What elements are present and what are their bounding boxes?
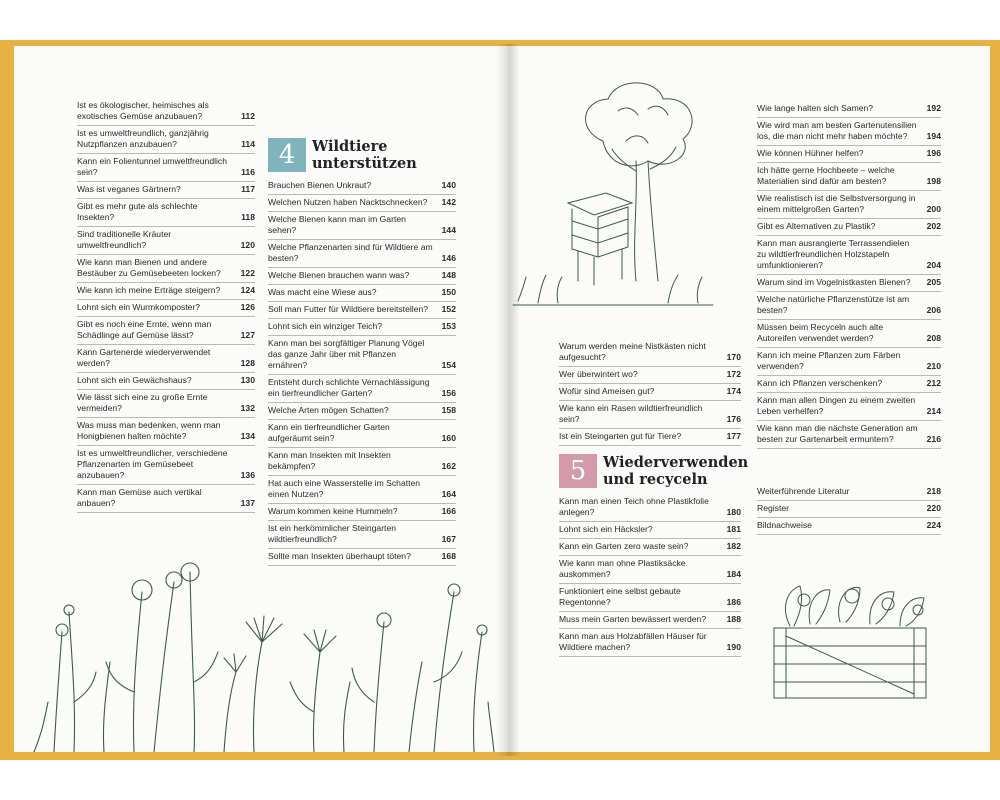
toc-entry: [559, 384, 741, 401]
toc-entry-page: 181: [726, 524, 741, 534]
toc-entry-title: Wie kann ein Rasen wildtierfreundlich sein?: [559, 403, 703, 424]
toc-entry: [268, 285, 456, 302]
toc-entry-page: 118: [241, 212, 255, 222]
toc-entry-title: Ist es ökologischer, heimisches als exotisches Gemüse anzubauen?: [77, 100, 209, 121]
toc-entry-page: 114: [241, 139, 255, 149]
toc-entry-title: Wie kann man die nächste Generation am besten zur Gartenarbeit ermuntern?: [757, 423, 918, 444]
toc-entry-title: Wie kann man ohne Plastiksäcke auskommen?: [559, 558, 686, 579]
toc-entry-title: Welche Bienen kann man im Garten sehen?: [268, 214, 406, 235]
toc-entry: [268, 302, 456, 319]
toc-entry: [757, 501, 941, 518]
toc-entry-page: 198: [926, 176, 941, 186]
toc-entry-page: 154: [441, 360, 456, 370]
toc-entry: [559, 367, 741, 384]
toc-right-column-2: [757, 101, 941, 449]
chapter-4-list: [268, 178, 456, 566]
toc-entry-title: Kann ein tierfreundlicher Garten aufgeräumt sein?: [268, 422, 390, 443]
tree-beehive-illustration: [508, 71, 718, 311]
toc-entry: [757, 219, 941, 236]
toc-entry-page: 158: [441, 405, 456, 415]
toc-entry-page: 188: [726, 614, 741, 624]
chapter-4-title: Wildtiere unterstützen: [312, 138, 417, 172]
toc-entry-title: Gibt es Alternativen zu Plastik?: [757, 221, 876, 231]
toc-entry: [77, 255, 255, 283]
toc-entry-page: 152: [441, 304, 456, 314]
toc-entry-page: 130: [240, 375, 255, 385]
toc-entry: [757, 275, 941, 292]
book-spine: [496, 44, 520, 756]
toc-entry-title: Ich hätte gerne Hochbeete – welche Materialien sind dafür am besten?: [757, 165, 895, 186]
toc-entry-page: 148: [441, 270, 456, 280]
chapter-5-number: 5: [559, 454, 597, 488]
toc-entry-title: Warum werden meine Nistkästen nicht aufgesucht?: [559, 341, 706, 362]
toc-entry-page: 142: [441, 197, 456, 207]
toc-entry-page: 177: [726, 431, 741, 441]
toc-entry: [757, 518, 941, 535]
toc-entry-page: 220: [926, 503, 941, 513]
toc-entry: [77, 317, 255, 345]
toc-entry-title: Welche natürliche Pflanzenstütze ist am besten?: [757, 294, 910, 315]
toc-entry: [77, 227, 255, 255]
toc-entry-title: Müssen beim Recyceln auch alte Autoreifen verwendet werden?: [757, 322, 884, 343]
toc-entry-title: Gibt es noch eine Ernte, wenn man Schädlinge auf Gemüse lässt?: [77, 319, 212, 340]
toc-entry: [268, 240, 456, 268]
toc-entry: [559, 612, 741, 629]
wildflower-illustration: [14, 552, 508, 752]
toc-entry-page: 200: [926, 204, 941, 214]
toc-entry-title: Wer überwintert wo?: [559, 369, 638, 379]
toc-entry: [268, 212, 456, 240]
toc-entry: [77, 126, 255, 154]
toc-entry-page: 204: [926, 260, 941, 270]
toc-entry-title: Lohnt sich ein winziger Teich?: [268, 321, 383, 331]
toc-entry-page: 205: [926, 277, 941, 287]
toc-entry: [77, 345, 255, 373]
toc-entry-title: Wie lässt sich eine zu große Ernte vermeiden?: [77, 392, 208, 413]
toc-entry-page: 120: [240, 240, 255, 250]
toc-entry-page: 166: [441, 506, 456, 516]
toc-entry-title: Hat auch eine Wasserstelle im Schatten einen Nutzen?: [268, 478, 421, 499]
chapter-4-heading: [268, 138, 456, 172]
toc-left-column: [77, 98, 255, 513]
toc-entry-page: 116: [241, 167, 255, 177]
toc-entry: [757, 348, 941, 376]
toc-entry-title: Wie kann ich meine Erträge steigern?: [77, 285, 221, 295]
toc-entry-title: Wie lange halten sich Samen?: [757, 103, 874, 113]
toc-entry-title: Bildnachweise: [757, 520, 812, 530]
toc-entry-page: 128: [240, 358, 255, 368]
toc-entry-title: Kann ich meine Pflanzen zum Färben verwenden?: [757, 350, 901, 371]
toc-entry-title: Kann Gartenerde wiederverwendet werden?: [77, 347, 211, 368]
chapter-5-heading: [559, 454, 749, 488]
toc-entry-title: Kann man Insekten mit Insekten bekämpfen?: [268, 450, 391, 471]
toc-entry-page: 134: [240, 431, 255, 441]
toc-entry: [757, 376, 941, 393]
chapter-4-section: [268, 138, 456, 566]
toc-entry-title: Lohnt sich ein Gewächshaus?: [77, 375, 192, 385]
toc-entry-title: Was muss man bedenken, wenn man Honigbienen halten möchte?: [77, 420, 221, 441]
toc-entry-page: 214: [926, 406, 941, 416]
toc-entry-page: 190: [726, 642, 741, 652]
chapter-5-title: Wiederverwenden und recyceln: [603, 454, 749, 488]
left-page: [14, 46, 508, 752]
toc-entry: [77, 182, 255, 199]
toc-entry-page: 212: [926, 378, 941, 388]
toc-entry-title: Brauchen Bienen Unkraut?: [268, 180, 372, 190]
toc-entry: [268, 521, 456, 549]
toc-entry-page: 184: [726, 569, 741, 579]
toc-entry-page: 192: [926, 103, 941, 113]
toc-entry: [268, 268, 456, 285]
toc-entry: [757, 146, 941, 163]
toc-entry-title: Ist es umweltfreundlich, ganzjährig Nutzpflanzen anzubauen?: [77, 128, 209, 149]
toc-entry: [77, 283, 255, 300]
toc-entry: [757, 191, 941, 219]
toc-entry-title: Kann man aus Holzabfällen Häuser für Wildtiere machen?: [559, 631, 707, 652]
toc-entry-title: Funktioniert eine selbst gebaute Regentonne?: [559, 586, 681, 607]
toc-entry: [757, 101, 941, 118]
toc-entry-title: Wie kann man Bienen und andere Bestäuber zu Gemüsebeeten locken?: [77, 257, 221, 278]
toc-entry: [757, 320, 941, 348]
toc-entry-page: 127: [240, 330, 255, 340]
toc-entry-title: Kann man allen Dingen zu einem zweiten Leben verhelfen?: [757, 395, 916, 416]
toc-entry-title: Sind traditionelle Kräuter umweltfreundlich?: [77, 229, 172, 250]
chapter-4-number: 4: [268, 138, 306, 172]
toc-entry: [77, 199, 255, 227]
toc-entry: [268, 178, 456, 195]
toc-entry-page: 202: [926, 221, 941, 231]
toc-entry: [268, 448, 456, 476]
toc-entry-title: Wie können Hühner helfen?: [757, 148, 864, 158]
toc-entry-page: 164: [441, 489, 456, 499]
toc-entry-page: 136: [240, 470, 255, 480]
toc-entry-title: Welche Arten mögen Schatten?: [268, 405, 389, 415]
toc-entry-title: Sollte man Insekten überhaupt töten?: [268, 551, 411, 561]
toc-entry-title: Kann ein Folientunnel umweltfreundlich sein?: [77, 156, 228, 177]
toc-entry-title: Gibt es mehr gute als schlechte Insekten?: [77, 201, 198, 222]
toc-entry: [757, 484, 941, 501]
toc-entry-title: Was ist veganes Gärtnern?: [77, 184, 181, 194]
toc-entry-page: 137: [240, 498, 255, 508]
toc-entry: [559, 522, 741, 539]
toc-entry-page: 144: [441, 225, 456, 235]
toc-entry: [757, 292, 941, 320]
toc-entry-page: 218: [926, 486, 941, 496]
toc-entry: [757, 118, 941, 146]
toc-entry: [559, 539, 741, 556]
toc-entry: [77, 300, 255, 317]
toc-entry-page: 117: [241, 184, 255, 194]
toc-entry: [268, 375, 456, 403]
toc-entry: [77, 373, 255, 390]
toc-entry: [757, 421, 941, 449]
toc-entry-page: 206: [926, 305, 941, 315]
chapter-5-section: [559, 454, 749, 657]
toc-entry-page: 182: [726, 541, 741, 551]
toc-entry-page: 162: [441, 461, 456, 471]
toc-entry-page: 167: [441, 534, 456, 544]
toc-entry-title: Ist ein Steingarten gut für Tiere?: [559, 431, 682, 441]
toc-entry: [268, 336, 456, 375]
raised-bed-illustration: [760, 566, 940, 706]
toc-entry-title: Muss mein Garten bewässert werden?: [559, 614, 707, 624]
toc-entry-title: Kann man einen Teich ohne Plastikfolie anlegen?: [559, 496, 709, 517]
toc-entry-title: Was macht eine Wiese aus?: [268, 287, 377, 297]
toc-entry-page: 176: [726, 414, 741, 424]
toc-entry-title: Warum sind im Vogelnistkasten Bienen?: [757, 277, 911, 287]
toc-appendix: [757, 484, 941, 535]
toc-right-column-1: [559, 339, 741, 446]
toc-entry-page: 146: [441, 253, 456, 263]
toc-entry: [559, 556, 741, 584]
toc-entry-page: 126: [240, 302, 255, 312]
toc-entry: [77, 485, 255, 513]
toc-entry: [268, 403, 456, 420]
toc-entry-title: Wofür sind Ameisen gut?: [559, 386, 655, 396]
toc-entry-title: Lohnt sich ein Wurmkomposter?: [77, 302, 201, 312]
toc-entry: [559, 629, 741, 657]
toc-entry-title: Wie realistisch ist die Selbstversorgung in einem mittelgroßen Garten?: [757, 193, 916, 214]
toc-entry-title: Entsteht durch schlichte Vernachlässigung ein tierfreundlicher Garten?: [268, 377, 430, 398]
toc-entry-page: 210: [926, 361, 941, 371]
toc-entry-page: 160: [441, 433, 456, 443]
toc-entry-title: Kann ein Garten zero waste sein?: [559, 541, 689, 551]
toc-entry-title: Warum kommen keine Hummeln?: [268, 506, 398, 516]
toc-entry: [268, 504, 456, 521]
toc-entry-title: Lohnt sich ein Häcksler?: [559, 524, 653, 534]
chapter-5-list: [559, 494, 741, 657]
toc-entry-page: 140: [441, 180, 456, 190]
toc-entry: [559, 339, 741, 367]
toc-entry-page: 186: [726, 597, 741, 607]
toc-entry-title: Welchen Nutzen haben Nacktschnecken?: [268, 197, 428, 207]
toc-entry: [757, 393, 941, 421]
toc-entry: [559, 429, 741, 446]
toc-entry-page: 170: [726, 352, 741, 362]
toc-entry-title: Welche Bienen brauchen wann was?: [268, 270, 410, 280]
toc-entry-page: 150: [441, 287, 456, 297]
toc-entry: [268, 319, 456, 336]
toc-entry: [559, 494, 741, 522]
toc-entry: [268, 420, 456, 448]
toc-entry-title: Weiterführende Literatur: [757, 486, 850, 496]
toc-entry-title: Ist es umweltfreundlicher, verschiedene Pflanzenarten im Gemüsebeet anzubauen?: [77, 448, 228, 480]
toc-entry: [268, 195, 456, 212]
toc-entry-page: 174: [726, 386, 741, 396]
toc-entry-page: 122: [240, 268, 255, 278]
toc-entry-title: Wie wird man am besten Gartenutensilien los, die man nicht mehr haben möchte?: [757, 120, 917, 141]
toc-entry-page: 224: [926, 520, 941, 530]
toc-entry: [559, 584, 741, 612]
toc-entry: [77, 98, 255, 126]
toc-entry-page: 153: [441, 321, 456, 331]
toc-entry: [757, 236, 941, 275]
toc-entry: [268, 476, 456, 504]
toc-entry-page: 172: [726, 369, 741, 379]
toc-entry: [77, 154, 255, 182]
toc-entry: [77, 446, 255, 485]
toc-entry-page: 124: [240, 285, 255, 295]
toc-entry-title: Kann ich Pflanzen verschenken?: [757, 378, 883, 388]
toc-entry-title: Kann man bei sorgfältiger Planung Vögel das ganze Jahr über mit Pflanzen ernähren?: [268, 338, 425, 370]
toc-entry-page: 156: [441, 388, 456, 398]
toc-entry-title: Welche Pflanzenarten sind für Wildtiere am besten?: [268, 242, 433, 263]
toc-entry-page: 194: [926, 131, 941, 141]
right-page: [508, 46, 990, 752]
toc-entry-page: 208: [926, 333, 941, 343]
toc-entry: [757, 163, 941, 191]
toc-entry: [77, 418, 255, 446]
toc-entry-title: Kann man ausrangierte Terrassendielen zu wildtierfreundlichen Holzstapeln umfunktionieren?: [757, 238, 910, 270]
toc-entry-page: 196: [926, 148, 941, 158]
toc-entry-title: Kann man Gemüse auch vertikal anbauen?: [77, 487, 202, 508]
toc-entry-page: 112: [241, 111, 255, 121]
toc-entry: [559, 401, 741, 429]
toc-entry-page: 168: [441, 551, 456, 561]
toc-entry-title: Soll man Futter für Wildtiere bereitstellen?: [268, 304, 429, 314]
toc-entry-page: 132: [240, 403, 255, 413]
toc-entry-title: Register: [757, 503, 789, 513]
toc-entry-page: 180: [726, 507, 741, 517]
toc-entry: [77, 390, 255, 418]
toc-entry-title: Ist ein herkömmlicher Steingarten wildtierfreundlich?: [268, 523, 397, 544]
toc-entry-page: 216: [926, 434, 941, 444]
